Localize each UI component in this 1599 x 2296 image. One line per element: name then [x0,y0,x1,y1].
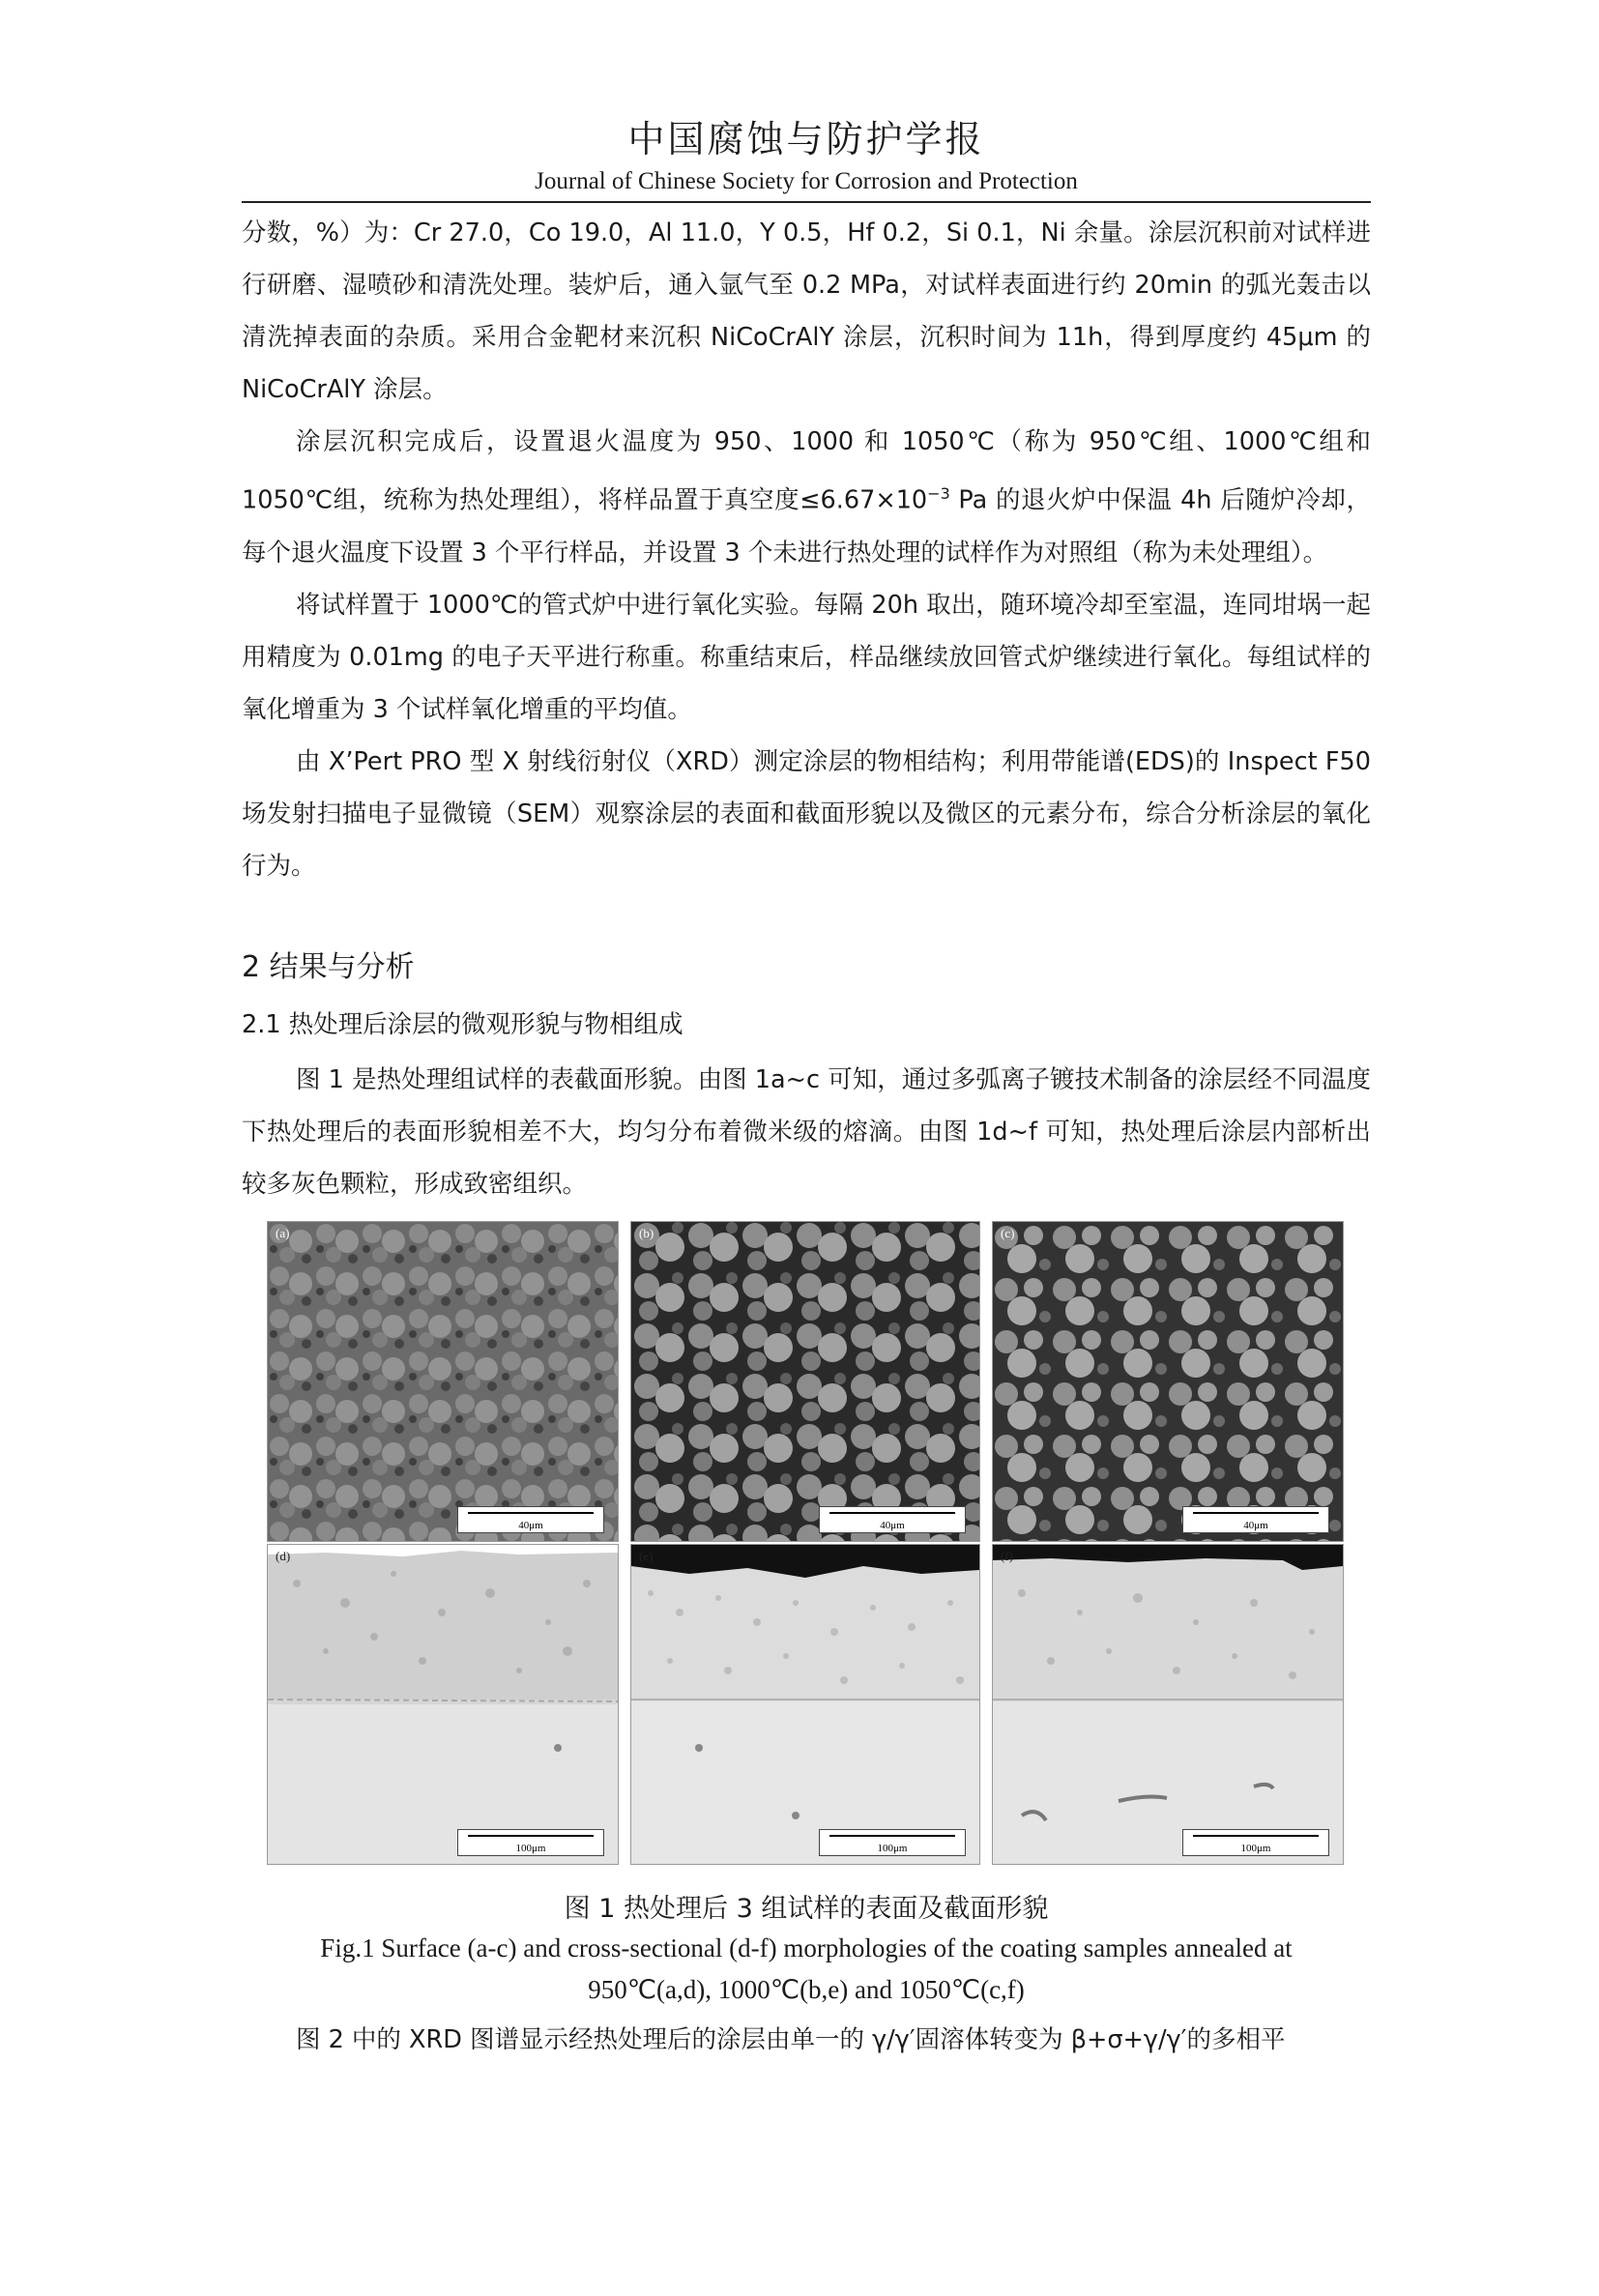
sem-texture [268,1545,618,1864]
sem-cross-section-panel-e [630,1544,980,1865]
panel-label: (e) [639,1549,654,1563]
scale-bar [1182,1506,1329,1533]
scale-bar [819,1829,966,1856]
paragraph-1: 分数，%）为：Cr 27.0，Co 19.0，Al 11.0，Y 0.5，Hf 0.2，Si 0.1，Ni 余量。涂层沉积前对试样进行研磨、湿喷砂和清洗处理。装炉后，通入氩气至 0.2 MPa，对试样表面进行约 20min 的弧光轰击以清洗掉表面的杂质。采用合金靶材来沉积 NiCoCrAlY 涂层，沉积时间为 11h，得到厚度约 45μm 的 NiCoCrAlY 涂层。 [242,218,1371,404]
scale-label: 100μm [877,1843,908,1854]
scale-bar [819,1506,966,1533]
exponent: −3 [927,484,950,503]
scale-label: 40μm [1243,1520,1268,1531]
paragraph-2-b: Pa 的退火炉中保温 4h 后随炉冷却，每个退火温度下设置 3 个平行样品，并设置 3 个未进行热处理的试样作为对照组（称为未处理组）。 [242,485,1371,567]
panel-label: (b) [639,1226,654,1240]
sem-texture [631,1222,979,1541]
scale-bar [1182,1829,1329,1856]
sem-texture [268,1222,618,1541]
paragraph-6: 图 2 中的 XRD 图谱显示经热处理后的涂层由单一的 γ/γ′固溶体转变为 β+σ+γ/γ′的多相平 [296,2025,1286,2054]
scale-label: 40μm [880,1520,905,1531]
scale-label: 100μm [515,1843,546,1854]
figure-1 [267,1221,1344,2296]
panel-label: (d) [276,1549,291,1563]
journal-title-cn: 中国腐蚀与防护学报 [627,118,985,160]
panel-label: (a) [276,1226,290,1240]
sem-surface-panel-a [267,1221,619,1542]
paragraph-4: 由 X’Pert PRO 型 X 射线衍射仪（XRD）测定涂层的物相结构；利用带能谱(EDS)的 Inspect F50 场发射扫描电子显微镜（SEM）观察涂层的表面和截面形貌以及微区的元素分布，综合分析涂层的氧化行为。 [242,746,1371,881]
sem-texture [631,1545,979,1864]
scale-label: 40μm [518,1520,543,1531]
body-block-1 [242,207,1371,892]
panel-label: (f) [1001,1549,1013,1563]
header-rule [242,201,1371,203]
scale-bar [457,1506,604,1533]
sem-texture [993,1222,1343,1541]
sem-texture [993,1545,1343,1864]
sem-surface-panel-b [630,1221,980,1542]
paragraph-3: 将试样置于 1000℃的管式炉中进行氧化实验。每隔 20h 取出，随环境冷却至室温，连同坩埚一起用精度为 0.01mg 的电子天平进行称重。称重结束后，样品继续放回管式炉继续进行氧化。每组试样的氧化增重为 3 个试样氧化增重的平均值。 [242,590,1371,724]
page-header [242,114,1371,199]
paragraph-5: 图 1 是热处理组试样的表截面形貌。由图 1a~c 可知，通过多弧离子镀技术制备的涂层经不同温度下热处理后的表面形貌相差不大，均匀分布着微米级的熔滴。由图 1d~f 可知，热处理后涂层内部析出较多灰色颗粒，形成致密组织。 [242,1065,1371,1199]
panel-label: (c) [1001,1226,1015,1240]
figure-caption-en-2: 950℃(a,d), 1000℃(b,e) and 1050℃(c,f) [588,1975,1025,2004]
journal-title-en: Journal of Chinese Society for Corrosion and Protection [535,168,1078,194]
sem-cross-section-panel-d [267,1544,619,1865]
figure-caption-cn: 图 1 热处理后 3 组试样的表面及截面形貌 [564,1894,1049,1924]
scale-label: 100μm [1240,1843,1271,1854]
paragraph-2 [242,416,1371,579]
body-block-2 [242,1054,1371,1210]
section-heading-2: 2 结果与分析 [242,950,415,984]
figure-caption-en-1: Fig.1 Surface (a-c) and cross-sectional (d-f) morphologies of the coating samples annealed at [320,1933,1293,1962]
sem-cross-section-panel-f [992,1544,1344,1865]
sem-surface-panel-c [992,1221,1344,1542]
section-heading-2-1: 2.1 热处理后涂层的微观形貌与物相组成 [242,1010,683,1039]
paragraph-2-a: 涂层沉积完成后，设置退火温度为 950、1000 和 1050℃（称为 950℃组、1000℃组和 1050℃组，统称为热处理组），将样品置于真空度≤6.67×10 [242,427,1371,515]
scale-bar [457,1829,604,1856]
